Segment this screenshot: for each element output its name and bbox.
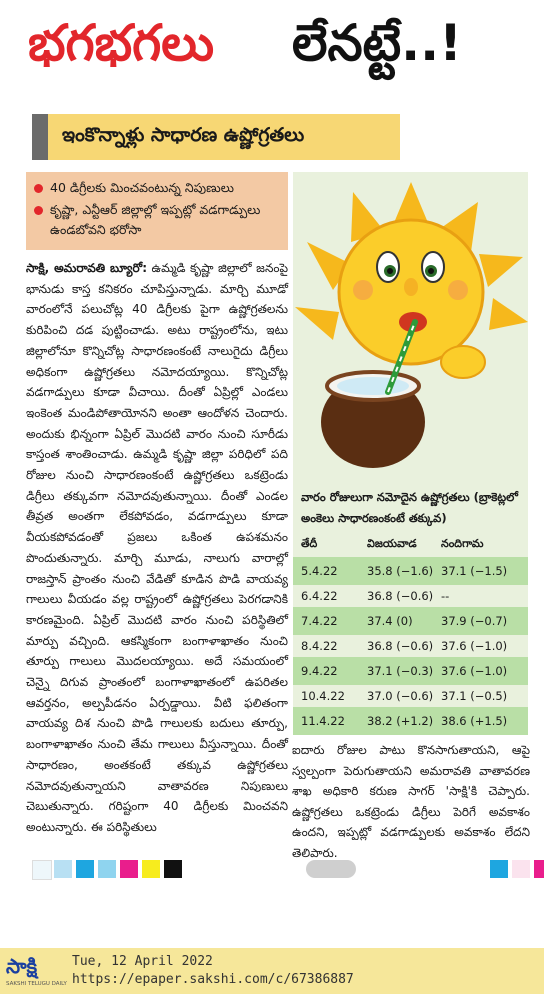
highlight-item: 40 డిగ్రీలకు మించవంటున్న నిపుణులు xyxy=(34,178,280,198)
swatch xyxy=(120,860,138,878)
header-date: తేదీ xyxy=(301,537,318,550)
subheading: ఇంకొన్నాళ్లు సాధారణ ఉష్ణోగ్రతలు xyxy=(62,124,305,146)
table-row: 8.4.22 36.8 (−0.6) 37.6 (−1.0) xyxy=(301,639,508,653)
swatch xyxy=(164,860,182,878)
temperature-table xyxy=(293,477,528,735)
swatch xyxy=(534,860,544,878)
table-row: 5.4.22 35.8 (−1.6) 37.1 (−1.5) xyxy=(293,557,528,585)
highlight-item: కృష్ణా, ఎన్టీఆర్ జిల్లాల్లో ఇప్పట్లో వడగాడ్పులు ఉండబోవని భరోసా xyxy=(34,200,280,240)
article-body xyxy=(26,258,288,838)
headline xyxy=(0,10,544,90)
table-title: వారం రోజులుగా నమోదైన ఉష్ణోగ్రతలు (బ్రాకెట్లలో అంకెలు సాధారణంకంటే తక్కువ) xyxy=(301,490,518,525)
swatch xyxy=(490,860,508,878)
bullet-dot-icon xyxy=(34,206,43,215)
swatch xyxy=(32,860,52,880)
sakshi-logo[interactable]: సాక్షి SAKSHI TELUGU DAILY xyxy=(6,954,67,987)
table-row: 9.4.22 37.1 (−0.3) 37.6 (−1.0) xyxy=(293,657,528,685)
article-text: ఉమ్మడి కృష్ణా జిల్లాలో జనంపై భానుడు కాస్త కనికరం చూపిస్తున్నాడు. మార్చి మూడో వారంలోనే పలుచోట్ల 40 డిగ్రీలకు పైగా ఉష్ణోగ్రతలను కురిపించి దడ పుట్టించాడు. అటు రాష్ట్రంలోను, ఇటు జిల్లాలోనూ కొన్నిచోట్ల సాధారణంకంటే నాలుగైదు డిగ్రీలు అధికంగా ఉష్ణోగ్రతలు నమోదయ్యాయి. కొన్నిచోట్ల వడగాడ్పులు కూడా వీచాయి. దీంతో ఏప్రిల్లో ఎండలు ఇంకెంత మండిపోతాయోనని అంతా ఆందోళన చెందారు. అందుకు భిన్నంగా ఏప్రిల్ మొదటి వారం నుంచి సూరీడు కాస్తంత శాంతించాడు. ఉమ్మడి కృష్ణా జిల్లా పరిధిలో పది రోజుల నుంచి సాధారణంకంటే ఉష్ణోగ్రతలు ఒకట్రెండు డిగ్రీలు తక్కువగా నమోదవుతున్నాయి. దీంతో ఎండల తీవ్రత అంతగా లేకపోవడం, వడగాడ్పులు కూడా వీయకపోవడంతో ప్రజలు ఒకింత ఉపశమనం పొందుతున్నారు. మార్చి మూడు, నాలుగు వారాల్లో రాజస్తాన్ ప్రాంతం నుంచి వేడితో కూడిన పొడి వాయవ్య గాలులు వీయడం వల్ల రాష్ట్రంలో ఉష్ణోగ్రతలు పెరగడానికి కారణమైంది. ఏప్రిల్ మొదటి వారం నుంచి పరిస్థితిలో మార్పు వచ్చింది. ఆకస్మికంగా బంగాళాఖాతం నుంచి తూర్పు గాలులు మొదలయ్యాయి. అదే సమయంలో చెన్నై దిగువ ప్రాంతంలో బంగాళాఖాతంలో ఉపరితల ఆవర్తనం, అల్పపీడనం ఏర్పడ్డాయి. వీటి ఫలితంగా వాయవ్య దిశ నుంచి పొడి గాలులకు బదులు తూర్పు, బంగాళాఖాతం నుంచి తేమ గాలులు వీస్తున్నాయి. దీంతో సాధారణం, అంతకంటే తక్కువ ఉష్ణోగ్రతలు నమోదవుతున్నాయని వాతావరణ నిపుణులు చెబుతున్నారు. గరిష్టంగా 40 డిగ్రీలకు మించవని అంటున్నారు. ఈ పరిస్థితులు xyxy=(26,261,288,834)
swatch xyxy=(76,860,94,878)
swatch xyxy=(512,860,530,878)
publish-date: Tue, 12 April 2022 xyxy=(72,954,213,969)
bullet-dot-icon xyxy=(34,184,43,193)
article-dateline: సాక్షి, అమరావతి బ్యూరో: xyxy=(26,261,147,275)
swatch xyxy=(142,860,160,878)
header-vijayawada: విజయవాడ xyxy=(367,537,417,550)
sun-drinking-coconut-illustration xyxy=(293,172,528,477)
swatch xyxy=(98,860,116,878)
subheading-bar xyxy=(32,114,400,160)
headline-red: భగభగలు xyxy=(28,14,215,72)
table-row: 11.4.22 38.2 (+1.2) 38.6 (+1.5) xyxy=(293,707,528,735)
table-row: 7.4.22 37.4 (0) 37.9 (−0.7) xyxy=(293,607,528,635)
header-nandigama: నందిగామ xyxy=(441,537,484,550)
registration-pill xyxy=(306,860,356,878)
table-row: 10.4.22 37.0 (−0.6) 37.1 (−0.5) xyxy=(301,689,508,703)
subheading-accent xyxy=(32,114,48,160)
epaper-footer xyxy=(0,948,544,994)
article-continuation: ఐదారు రోజుల పాటు కొనసాగుతాయని, ఆపై స్వల్పంగా పెరుగుతాయని అమరావతి వాతావరణ శాఖ అధికారి కరుణ సాగర్ 'సాక్షి'కి చెప్పారు. ఉష్ణోగ్రతలు ఒకట్రెండు డిగ్రీలు పెరిగే అవకాశం ఉందని, ఇప్పట్లో వడగాడ్పులకు అవకాశం లేదని తెలిపారు. xyxy=(292,743,530,860)
table-row: 6.4.22 36.8 (−0.6) -- xyxy=(301,589,450,603)
epaper-link[interactable]: https://epaper.sakshi.com/c/67386887 xyxy=(72,972,354,987)
highlights-box xyxy=(26,172,288,250)
sun-illustration-panel xyxy=(293,172,528,477)
swatch xyxy=(54,860,72,878)
headline-black: లేనట్టే..! xyxy=(292,14,462,72)
